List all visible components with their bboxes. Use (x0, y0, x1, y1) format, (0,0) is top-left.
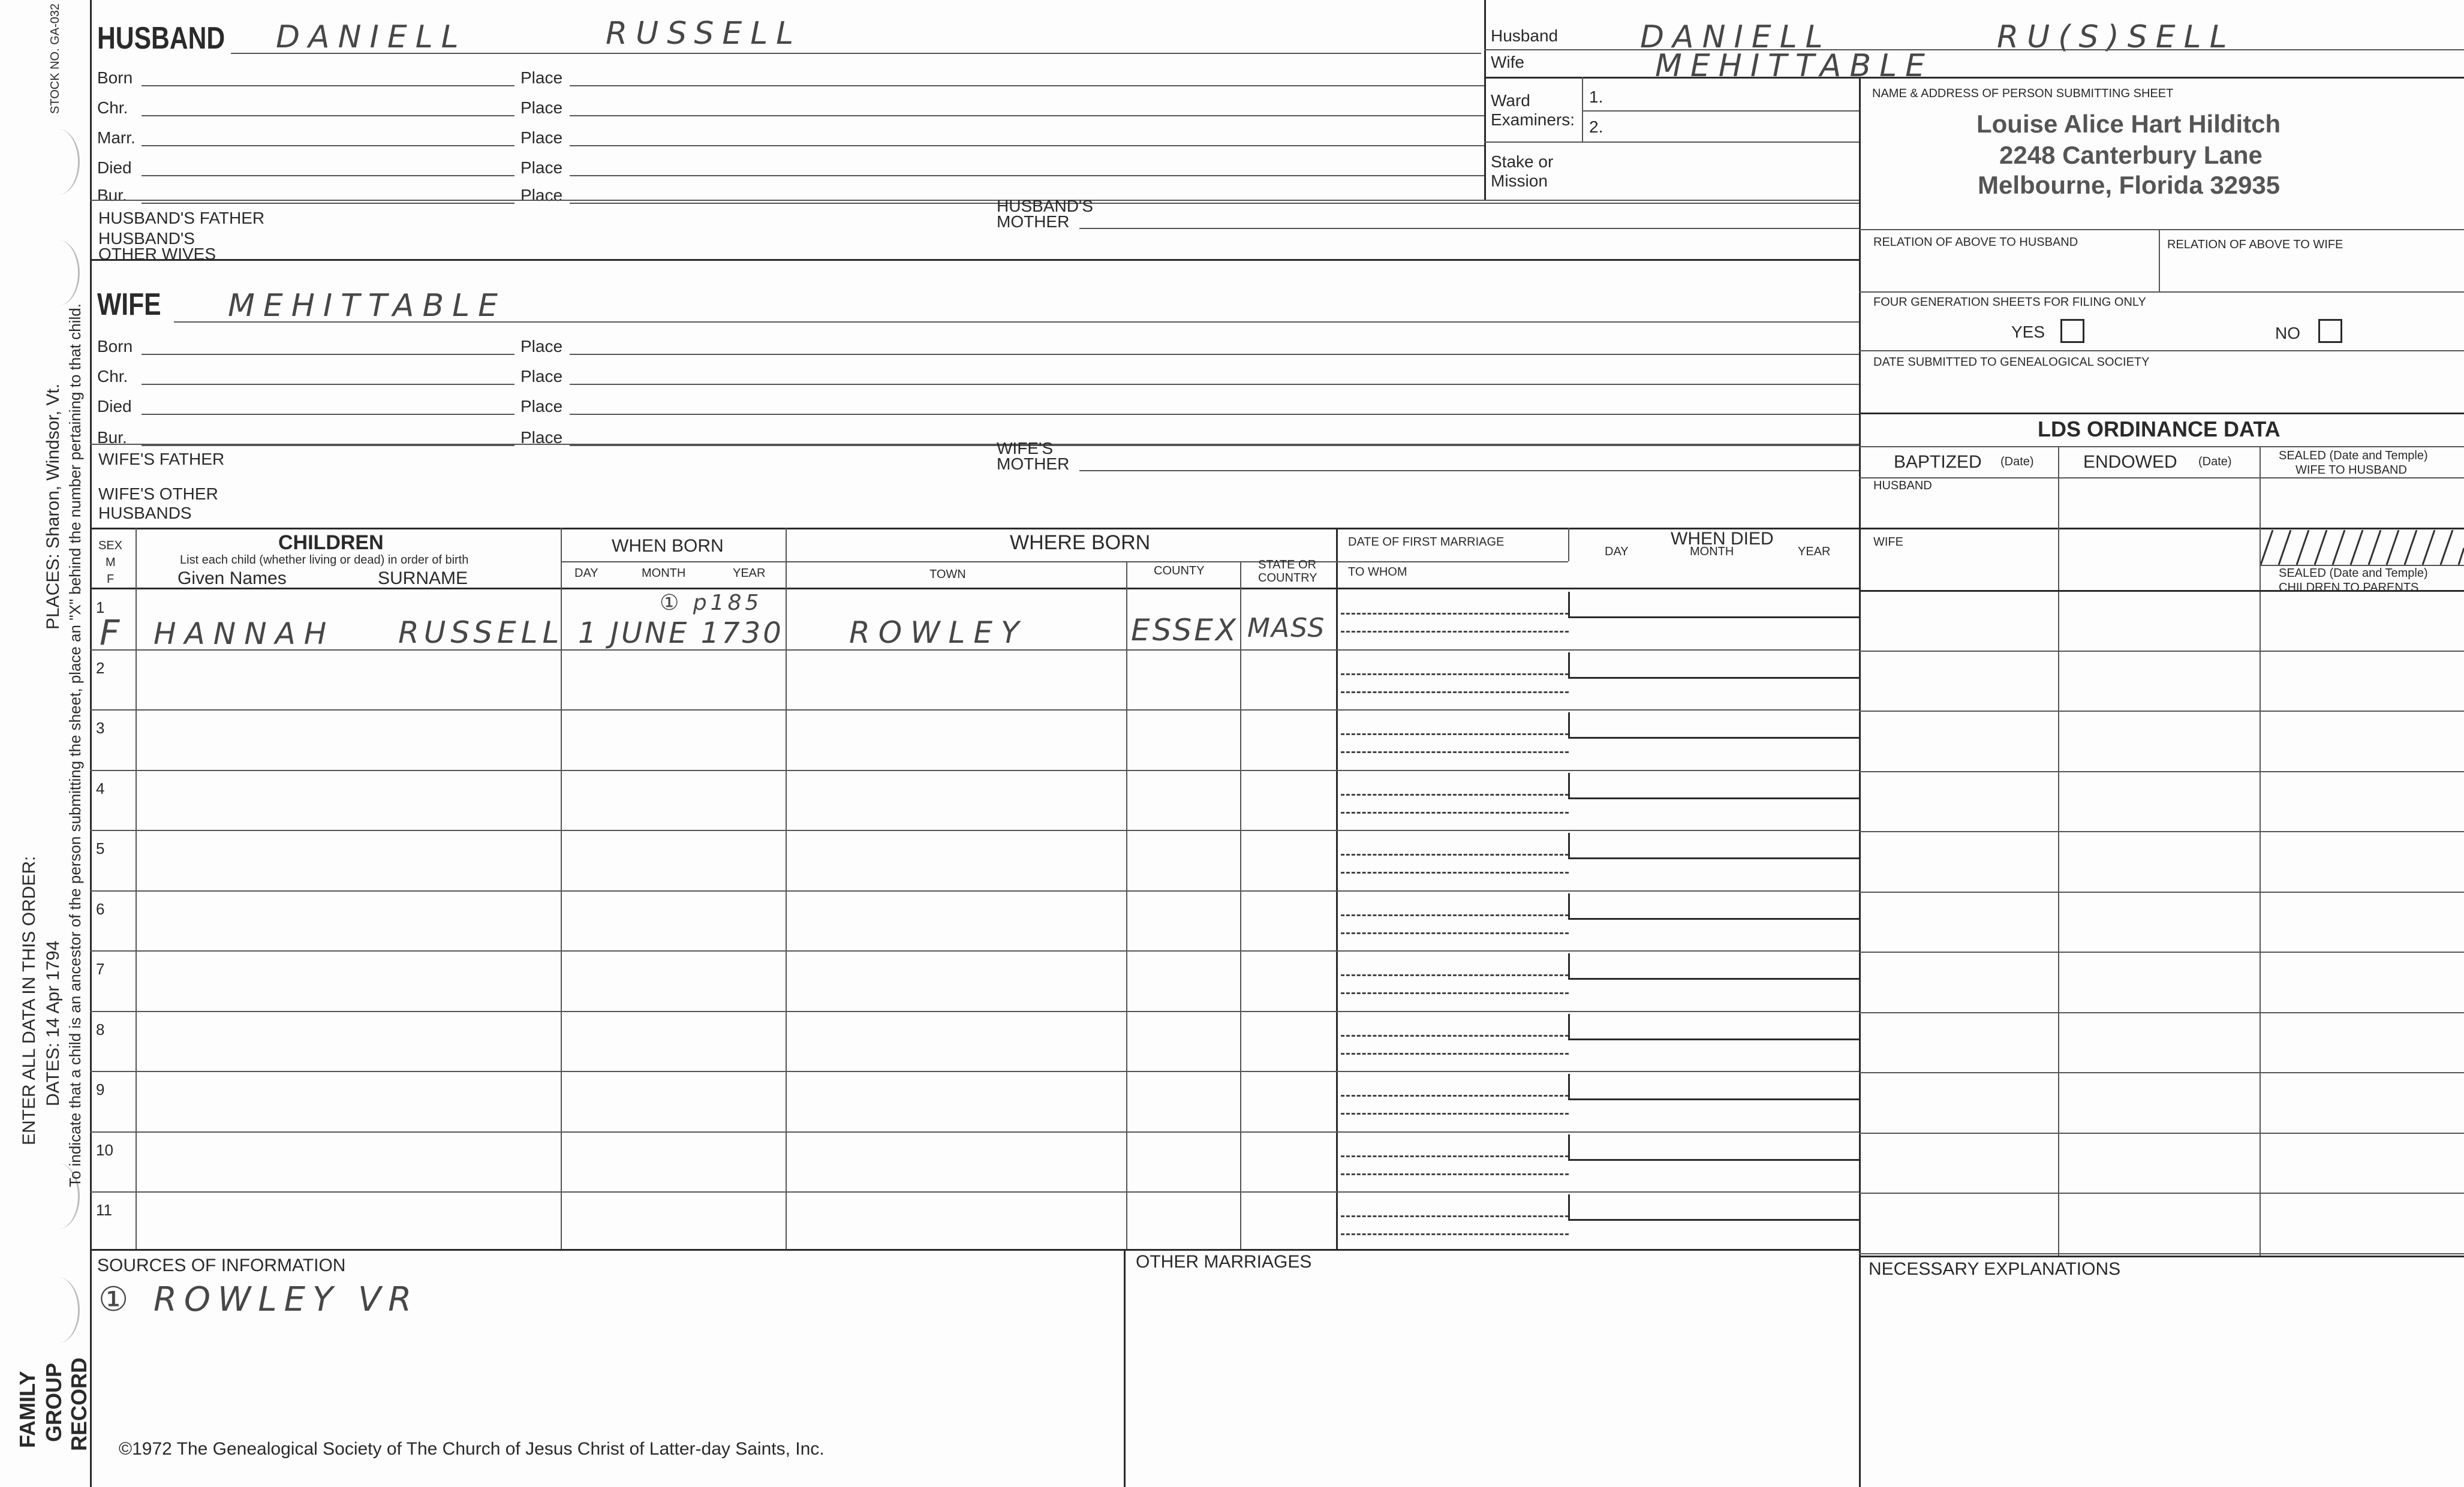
death-date-line (1568, 737, 1859, 739)
yes-label: YES (2011, 323, 2045, 341)
husband-field-label: Died (97, 158, 132, 177)
marriage-date-dashes (1341, 1215, 1569, 1217)
born-month-header: MONTH (642, 567, 686, 580)
wife-given-name: MEHITTABLE (228, 288, 506, 324)
child-row-number: 7 (96, 960, 105, 978)
header-husband-given: DANIELL (1640, 19, 1831, 55)
wife-date-line (142, 354, 515, 355)
when-died-header: WHEN DIED (1671, 529, 1774, 549)
death-date-tick (1568, 893, 1570, 918)
places-instruction: PLACES: Sharon, Windsor, Vt. (43, 383, 63, 630)
first-marriage-header: DATE OF FIRST MARRIAGE (1348, 535, 1505, 549)
husband-date-line (142, 203, 515, 204)
lds-row-divider (1859, 651, 2464, 652)
relation-wife-label: RELATION OF ABOVE TO WIFE (2167, 238, 2343, 251)
header-wife-given: MEHITTABLE (1655, 48, 1933, 84)
dates-instruction: DATES: 14 Apr 1794 (43, 940, 63, 1106)
binder-hole (36, 1277, 80, 1343)
wife-other-husbands-1: WIFE'S OTHER (98, 484, 218, 503)
wife-father-label: WIFE'S FATHER (98, 450, 225, 468)
marriage-date-dashes (1341, 1035, 1569, 1037)
endowed-label: ENDOWED (2083, 452, 2177, 472)
wife-heading: WIFE (97, 287, 161, 322)
spouse-dashes (1341, 1173, 1569, 1175)
spouse-dashes (1341, 932, 1569, 934)
spouse-dashes (1341, 751, 1569, 753)
necessary-explanations-label: NECESSARY EXPLANATIONS (1869, 1259, 2121, 1279)
marriage-date-dashes (1341, 794, 1569, 796)
husband-date-line (142, 175, 515, 176)
husband-given-name: DANIELL (276, 19, 467, 55)
lds-row-divider (1859, 952, 2464, 953)
sealed-wife-label-1: SEALED (Date and Temple) (2279, 449, 2428, 462)
husband-father-label: HUSBAND'S FATHER (98, 209, 265, 227)
stake-label-1: Stake or (1491, 152, 1554, 171)
husband-field-label: Chr. (97, 98, 128, 117)
death-date-line (1568, 918, 1859, 920)
husband-mother-label-1: HUSBAND'S (997, 197, 1093, 215)
copyright-notice: ©1972 The Genealogical Society of The Church of Jesus Christ of Latter-day Saints, Inc. (119, 1439, 825, 1459)
wife-place-line (570, 445, 1859, 446)
death-date-tick (1568, 1014, 1570, 1039)
examiner-2: 2. (1589, 118, 1603, 136)
lds-row-divider (1859, 1012, 2464, 1013)
sex-label: SEX (98, 539, 123, 552)
marriage-date-dashes (1341, 673, 1569, 675)
wife-date-line (142, 384, 515, 385)
child-row-divider (90, 830, 1859, 831)
wife-field-label: Chr. (97, 367, 128, 386)
binder-hole (36, 129, 80, 195)
death-date-line (1568, 1159, 1859, 1161)
husband-field-label: Bur. (97, 186, 127, 204)
death-date-line (1568, 978, 1859, 980)
wife-date-line (142, 445, 515, 446)
county-header: COUNTY (1154, 564, 1205, 577)
husband-place-label: Place (521, 186, 563, 204)
spouse-dashes (1341, 691, 1569, 693)
child-row-number: 4 (96, 779, 105, 797)
child-row-divider (90, 770, 1859, 771)
death-date-tick (1568, 773, 1570, 797)
stake-label-2: Mission (1491, 171, 1548, 190)
wife-other-husbands-2: HUSBANDS (98, 504, 192, 522)
death-date-line (1568, 616, 1859, 618)
husband-place-label: Place (521, 158, 563, 177)
form-title-group: GROUP (41, 1362, 66, 1442)
four-generation-label: FOUR GENERATION SHEETS FOR FILING ONLY (1873, 296, 2146, 309)
wife-place-line (570, 354, 1859, 355)
sealed-children-label-1: SEALED (Date and Temple) (2279, 567, 2428, 580)
state-header-2: COUNTRY (1258, 571, 1317, 585)
given-names-header: Given Names (177, 568, 287, 588)
husband-field-label: Marr. (97, 128, 136, 147)
death-date-tick (1568, 833, 1570, 857)
spouse-dashes (1341, 992, 1569, 994)
baptized-label: BAPTIZED (1894, 452, 1982, 472)
death-date-tick (1568, 1134, 1570, 1159)
child1-surname: RUSSELL (398, 615, 564, 650)
hatched-cell (2261, 530, 2464, 565)
child-row-divider (90, 1071, 1859, 1072)
stock-number: STOCK NO. GA-032 (49, 3, 62, 114)
husband-place-line (570, 85, 1484, 86)
husband-place-line (570, 115, 1484, 116)
yes-checkbox[interactable] (2060, 319, 2084, 343)
child-row-number: 2 (96, 659, 105, 677)
child1-state: MASS (1247, 613, 1326, 643)
born-day-header: DAY (574, 567, 598, 580)
endowed-date-label: (Date) (2198, 455, 2232, 468)
child1-born: 1 JUNE 1730 (578, 616, 784, 650)
spouse-dashes (1341, 872, 1569, 874)
lds-title: LDS ORDINANCE DATA (2038, 417, 2281, 441)
husband-field-label: Born (97, 68, 133, 87)
death-date-tick (1568, 953, 1570, 978)
lds-row-divider (1859, 831, 2464, 832)
children-title: CHILDREN (278, 531, 384, 554)
where-born-header: WHERE BORN (1010, 531, 1151, 554)
lds-row-divider (1859, 1072, 2464, 1073)
lds-husband-label: HUSBAND (1873, 479, 1932, 492)
wife-place-label: Place (521, 428, 563, 447)
wife-mother-label-2: MOTHER (997, 454, 1070, 473)
died-month-header: MONTH (1690, 545, 1734, 558)
child1-sex: F (100, 612, 128, 653)
no-label: NO (2275, 324, 2300, 342)
death-date-line (1568, 797, 1859, 799)
death-date-tick (1568, 1194, 1570, 1219)
death-date-tick (1568, 652, 1570, 677)
submitter-street: 2248 Canterbury Lane (1999, 141, 2263, 169)
husband-place-label: Place (521, 68, 563, 87)
marriage-date-dashes (1341, 974, 1569, 976)
form-title-family: FAMILY (15, 1371, 40, 1448)
death-date-line (1568, 677, 1859, 679)
state-header-1: STATE OR (1258, 558, 1317, 571)
examiner-1: 1. (1589, 88, 1603, 106)
wife-field-label: Born (97, 337, 133, 356)
husband-heading: HUSBAND (97, 21, 225, 56)
sealed-children-label-2: CHILDREN TO PARENTS (2279, 581, 2419, 594)
submitter-name: Louise Alice Hart Hilditch (1976, 110, 2281, 138)
death-date-line (1568, 1039, 1859, 1040)
spouse-dashes (1341, 1113, 1569, 1115)
child-row-divider (90, 1131, 1859, 1133)
child-row-number: 1 (96, 598, 105, 616)
sealed-wife-label-2: WIFE TO HUSBAND (2295, 463, 2407, 477)
marriage-date-dashes (1341, 1155, 1569, 1157)
spouse-dashes (1341, 1233, 1569, 1235)
sources-label: SOURCES OF INFORMATION (97, 1256, 346, 1275)
wife-place-label: Place (521, 397, 563, 416)
header-wife-label: Wife (1491, 53, 1524, 71)
lds-row-divider (1859, 1193, 2464, 1194)
husband-place-line (570, 203, 1859, 204)
husband-place-label: Place (521, 98, 563, 117)
ward-label: Ward (1491, 91, 1530, 110)
born-year-header: YEAR (733, 567, 766, 580)
child-row-divider (90, 1011, 1859, 1012)
husband-other-wives-1: HUSBAND'S (98, 229, 195, 248)
child-row-number: 9 (96, 1080, 105, 1098)
child-row-divider (90, 950, 1859, 952)
wife-field-label: Bur. (97, 428, 127, 447)
wife-date-line (142, 414, 515, 415)
marriage-date-dashes (1341, 733, 1569, 735)
surname-header: SURNAME (378, 568, 468, 588)
husband-place-line (570, 145, 1484, 146)
sex-m-label: M (106, 556, 116, 569)
submitter-label: NAME & ADDRESS OF PERSON SUBMITTING SHEET (1872, 87, 2174, 100)
examiners-label: Examiners: (1491, 110, 1575, 129)
form-title-record: RECORD (67, 1357, 91, 1451)
death-date-line (1568, 1219, 1859, 1221)
husband-place-label: Place (521, 128, 563, 147)
lds-wife-label: WIFE (1873, 535, 1903, 549)
wife-place-label: Place (521, 367, 563, 386)
other-marriages-label: OTHER MARRIAGES (1136, 1252, 1312, 1272)
husband-place-line (570, 175, 1484, 176)
child-row-divider (90, 1191, 1859, 1193)
no-checkbox[interactable] (2318, 319, 2342, 343)
husband-date-line (142, 115, 515, 116)
marriage-date-dashes (1341, 613, 1569, 615)
child-row-number: 11 (96, 1201, 112, 1219)
husband-date-line (142, 145, 515, 146)
source-entry: ① ROWLEY VR (98, 1280, 419, 1319)
submitter-city: Melbourne, Florida 32935 (1978, 171, 2281, 199)
lds-row-divider (1859, 892, 2464, 893)
lds-row-divider (1859, 771, 2464, 772)
death-date-line (1568, 1098, 1859, 1100)
husband-mother-label-2: MOTHER (997, 212, 1070, 231)
wife-mother-label-1: WIFE'S (997, 439, 1054, 457)
death-date-tick (1568, 712, 1570, 737)
lds-row-divider (1859, 1133, 2464, 1134)
wife-place-line (570, 384, 1859, 385)
wife-place-label: Place (521, 337, 563, 356)
husband-other-wives-2: OTHER WIVES (98, 245, 216, 263)
spouse-dashes (1341, 812, 1569, 814)
death-date-line (1568, 857, 1859, 859)
spouse-dashes (1341, 631, 1569, 633)
died-year-header: YEAR (1798, 545, 1831, 558)
marriage-date-dashes (1341, 854, 1569, 856)
date-submitted-label: DATE SUBMITTED TO GENEALOGICAL SOCIETY (1873, 356, 2150, 369)
town-header: TOWN (929, 568, 966, 581)
wife-field-label: Died (97, 397, 132, 416)
relation-husband-label: RELATION OF ABOVE TO HUSBAND (1873, 236, 2078, 249)
sex-f-label: F (107, 573, 115, 586)
child-row-number: 5 (96, 839, 105, 857)
child-row-number: 6 (96, 900, 105, 918)
child1-given: HANNAH (154, 616, 335, 651)
child-row-divider (90, 709, 1859, 711)
marriage-date-dashes (1341, 914, 1569, 916)
header-husband-surname: RU(S)SELL (1997, 19, 2236, 55)
child-row-number: 3 (96, 719, 105, 737)
lds-row-divider (1859, 1253, 2464, 1254)
spouse-dashes (1341, 1053, 1569, 1055)
child1-county: ESSEX (1131, 613, 1239, 648)
death-date-tick (1568, 592, 1570, 616)
header-husband-label: Husband (1491, 26, 1559, 45)
when-born-header: WHEN BORN (612, 536, 724, 556)
lds-row-divider (1859, 711, 2464, 712)
death-date-tick (1568, 1074, 1570, 1098)
died-day-header: DAY (1605, 545, 1629, 558)
husband-surname: RUSSELL (606, 16, 802, 52)
wife-place-line (570, 414, 1859, 415)
husband-date-line (142, 85, 515, 86)
child-row-divider (90, 890, 1859, 892)
child1-reference: ① p185 (660, 591, 763, 615)
child-row-number: 10 (96, 1141, 113, 1159)
to-whom-header: TO WHOM (1348, 565, 1407, 579)
child-row-number: 8 (96, 1021, 105, 1039)
marriage-date-dashes (1341, 1095, 1569, 1097)
binder-hole (36, 240, 80, 306)
enter-data-instruction: ENTER ALL DATA IN THIS ORDER: (19, 856, 39, 1145)
children-note: List each child (whether living or dead) in order of birth (180, 553, 469, 567)
ancestor-note: To indicate that a child is an ancestor of the person submitting the sheet, place an "X" behind the number pertaining to that child. (66, 303, 84, 1187)
child1-town: ROWLEY (849, 615, 1028, 650)
baptized-date-label: (Date) (2000, 455, 2034, 468)
